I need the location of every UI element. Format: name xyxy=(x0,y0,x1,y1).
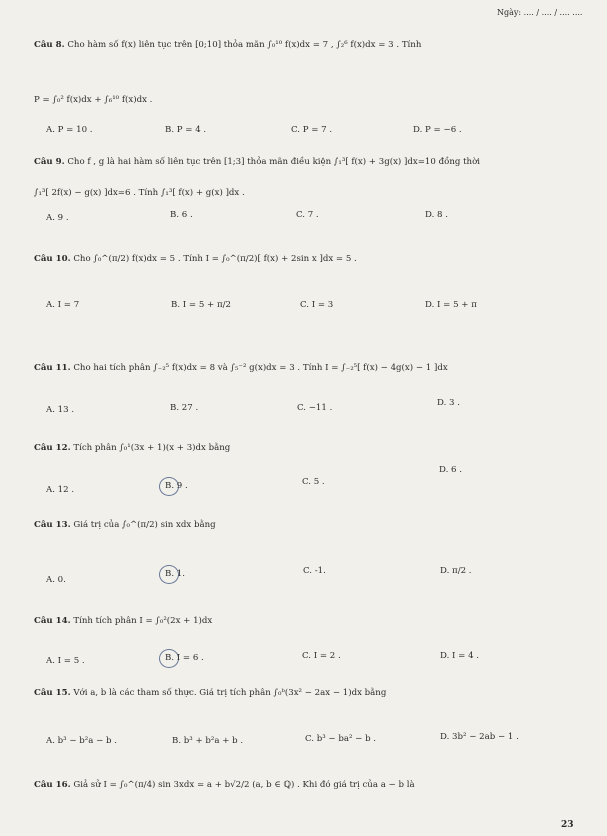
question-10-option-d: D. I = 5 + π xyxy=(425,300,477,310)
question-8-option-d: D. P = −6 . xyxy=(413,125,462,135)
question-12-line-1: Tích phân ∫₀¹(3x + 1)(x + 3)dx bằng xyxy=(73,443,231,453)
question-13-text xyxy=(34,520,216,531)
question-10-option-b: B. I = 5 + π/2 xyxy=(171,300,231,310)
question-8-label: Câu 8. xyxy=(34,40,65,50)
question-13-label: Câu 13. xyxy=(34,520,71,530)
question-14-option-b: B. I = 6 . xyxy=(165,653,204,663)
question-10-option-a: A. I = 7 xyxy=(46,300,80,310)
question-12-option-a: A. 12 . xyxy=(46,485,75,495)
question-9-line-1: Cho f , g là hai hàm số liên tục trên [1;3] thỏa mãn điều kiện ∫₁³[ f(x) + 3g(x) ]dx=10 đồng thời xyxy=(67,157,481,167)
question-9-text xyxy=(34,157,480,168)
question-15-option-d: D. 3b² − 2ab − 1 . xyxy=(440,732,519,742)
question-15-option-a: A. b³ − b²a − b . xyxy=(46,736,117,746)
date-label: Ngày: .... / .... / .... .... xyxy=(497,8,583,17)
question-15-option-b: B. b³ + b²a + b . xyxy=(172,736,244,746)
question-12-option-c: C. 5 . xyxy=(302,477,325,487)
question-11-line-1: Cho hai tích phân ∫₋₂⁵ f(x)dx = 8 và ∫₅⁻² g(x)dx = 3 . Tính I = ∫₋₂⁵[ f(x) − 4g(x) − 1 ]dx xyxy=(73,363,448,373)
question-8-text xyxy=(34,40,421,51)
question-14-line-1: Tính tích phân I = ∫₀²(2x + 1)dx xyxy=(73,616,213,626)
question-11-option-a: A. 13 . xyxy=(46,405,75,415)
question-10-option-c: C. I = 3 xyxy=(300,300,334,310)
question-14-option-a: A. I = 5 . xyxy=(46,656,85,666)
question-12-option-d: D. 6 . xyxy=(439,465,462,475)
question-11-text xyxy=(34,363,448,374)
question-11-label: Câu 11. xyxy=(34,363,71,373)
question-16-text xyxy=(34,780,415,791)
question-8-line-1: Cho hàm số f(x) liên tục trên [0;10] thỏa mãn ∫₀¹⁰ f(x)dx = 7 , ∫₂⁶ f(x)dx = 3 . Tính xyxy=(67,40,422,50)
question-13-option-d: D. π/2 . xyxy=(440,566,472,576)
question-13-option-b: B. 1. xyxy=(165,569,185,579)
question-12-label: Câu 12. xyxy=(34,443,71,453)
question-8-option-a: A. P = 10 . xyxy=(46,125,93,135)
question-13-line-1: Giá trị của ∫₀^(π/2) sin xdx bằng xyxy=(73,520,216,530)
question-9-option-c: C. 7 . xyxy=(296,210,319,220)
question-10-text xyxy=(34,254,357,265)
question-12-option-b: B. 9 . xyxy=(165,481,188,491)
question-8-line-2: P = ∫₀² f(x)dx + ∫₆¹⁰ f(x)dx . xyxy=(34,95,153,105)
question-8-option-c: C. P = 7 . xyxy=(291,125,333,135)
question-14-label: Câu 14. xyxy=(34,616,71,626)
question-10-label: Câu 10. xyxy=(34,254,71,264)
question-14-option-d: D. I = 4 . xyxy=(440,651,480,661)
question-15-text xyxy=(34,688,386,699)
question-15-line-1: Với a, b là các tham số thực. Giá trị tích phân ∫₀ᵇ(3x² − 2ax − 1)dx bằng xyxy=(73,688,387,698)
question-8-option-b: B. P = 4 . xyxy=(165,125,207,135)
question-9-option-d: D. 8 . xyxy=(425,210,448,220)
question-13-option-a: A. 0. xyxy=(46,575,66,585)
question-16-label: Câu 16. xyxy=(34,780,71,790)
question-9-label: Câu 9. xyxy=(34,157,65,167)
question-11-option-d: D. 3 . xyxy=(437,398,460,408)
question-9-line-2: ∫₁³[ 2f(x) − g(x) ]dx=6 . Tính ∫₁³[ f(x) + g(x) ]dx . xyxy=(34,188,245,198)
question-12-text xyxy=(34,443,230,454)
page-number: 23 xyxy=(561,820,574,830)
question-11-option-b: B. 27 . xyxy=(170,403,199,413)
question-13-option-c: C. -1. xyxy=(303,566,326,576)
question-9-option-b: B. 6 . xyxy=(170,210,193,220)
question-14-text xyxy=(34,616,212,627)
question-15-label: Câu 15. xyxy=(34,688,71,698)
question-11-option-c: C. −11 . xyxy=(297,403,333,413)
question-10-line-1: Cho ∫₀^(π/2) f(x)dx = 5 . Tính I = ∫₀^(π/2)[ f(x) + 2sin x ]dx = 5 . xyxy=(73,254,357,264)
question-16-line-1: Giả sử I = ∫₀^(π/4) sin 3xdx = a + b√2/2 (a, b ∈ ℚ) . Khi đó giá trị của a − b là xyxy=(73,780,415,790)
question-14-option-c: C. I = 2 . xyxy=(302,651,341,661)
question-15-option-c: C. b³ − ba² − b . xyxy=(305,734,377,744)
question-9-option-a: A. 9 . xyxy=(46,213,69,223)
